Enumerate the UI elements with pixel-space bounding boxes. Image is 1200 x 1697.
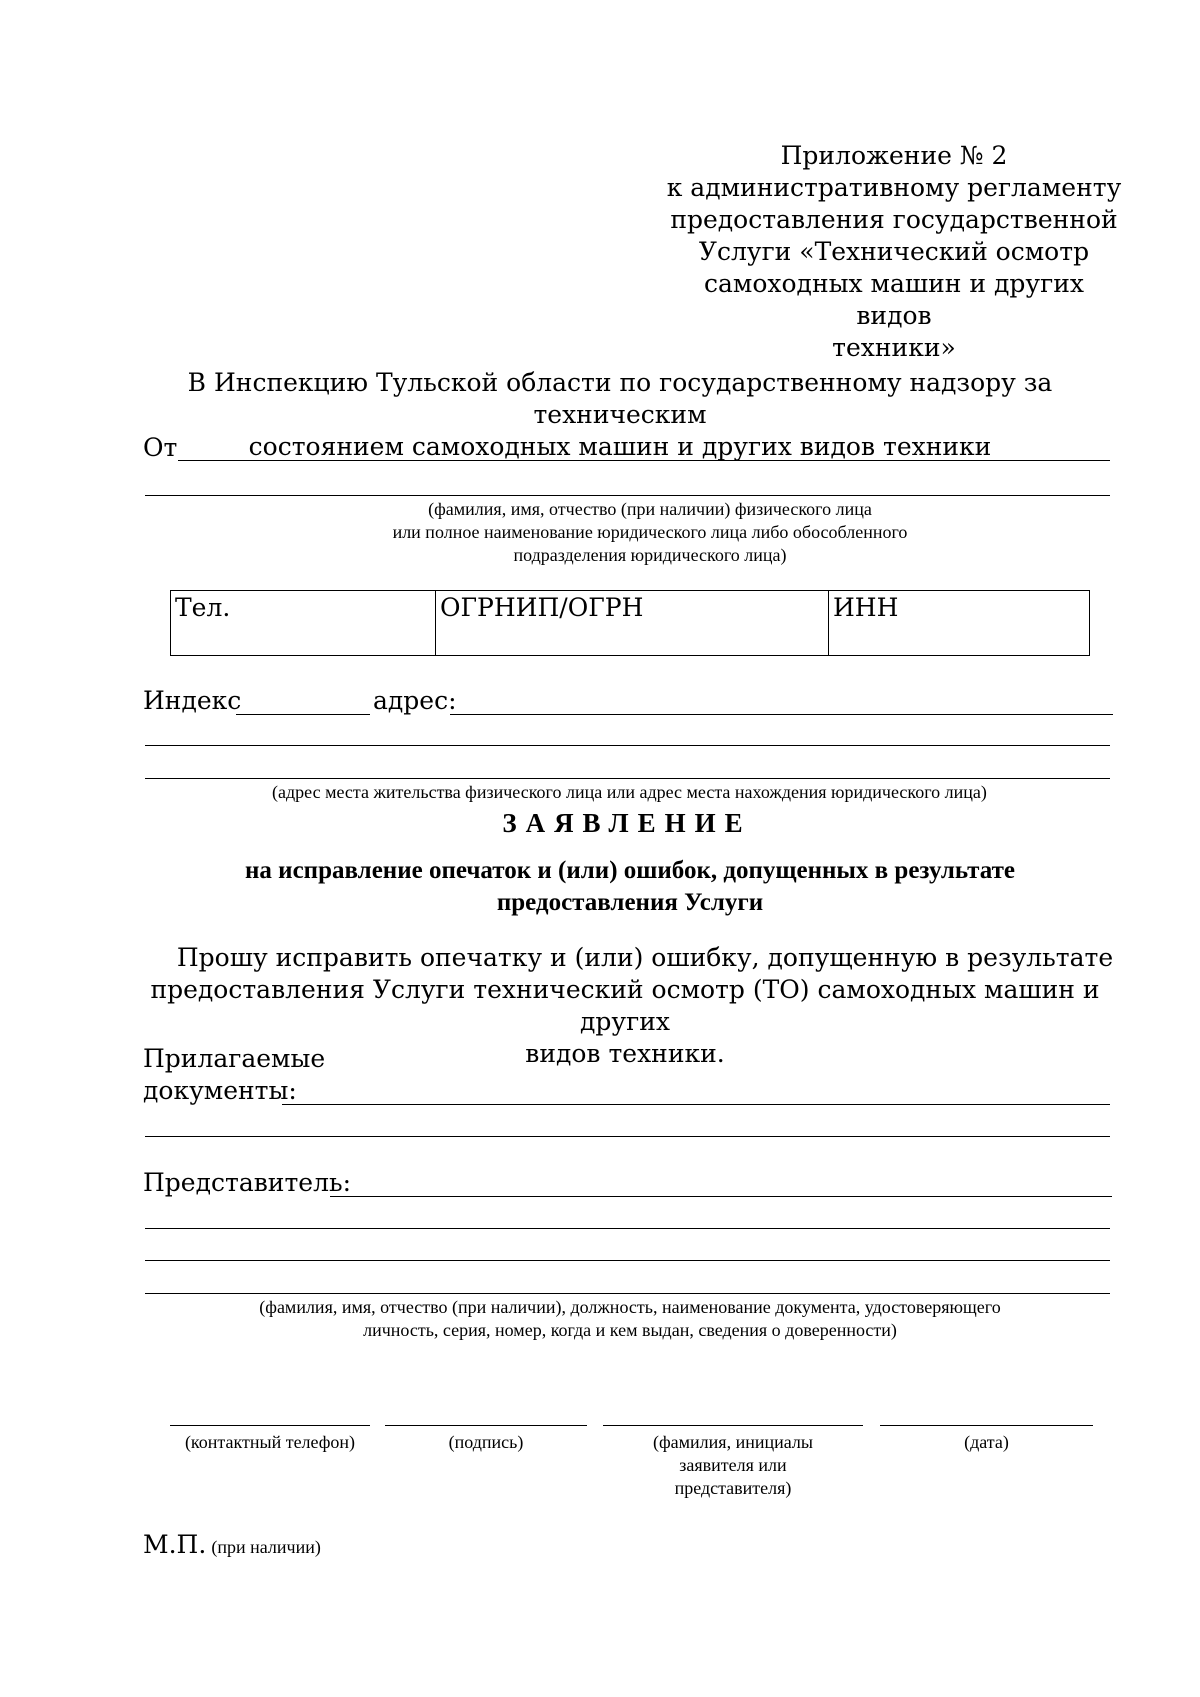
appendix-line: Приложение № 2 (780, 141, 1008, 170)
representative-field-line-4[interactable] (145, 1293, 1110, 1294)
contact-phone-label: (контактный телефон) (184, 1432, 356, 1452)
request-line: предоставления Услуги технический осмотр (ТО) самоходных машин и других (150, 975, 1100, 1036)
stamp-label: М.П. (143, 1530, 207, 1559)
applicant-name-label-line: представителя) (674, 1478, 792, 1498)
stamp-note: (при наличии) (211, 1537, 321, 1557)
appendix-line: самоходных машин и других видов (704, 269, 1084, 330)
representative-field-line-3[interactable] (145, 1260, 1110, 1261)
inn-cell[interactable] (829, 591, 1090, 656)
contacts-table (170, 590, 1090, 656)
date-label: (дата) (964, 1432, 1009, 1452)
index-label: Индекс (143, 686, 242, 715)
inn-label: ИНН (833, 593, 899, 622)
phone-cell[interactable] (171, 591, 436, 656)
representative-hint-line: (фамилия, имя, отчество (при наличии), должность, наименование документа, удостоверяющего (259, 1297, 1001, 1317)
applicant-name-label-line: заявителя или (679, 1455, 787, 1475)
date-line[interactable] (880, 1425, 1093, 1426)
representative-field-line-2[interactable] (145, 1228, 1110, 1229)
appendix-header (664, 140, 1124, 364)
representative-hint (160, 1296, 1100, 1342)
statement-subtitle-line: предоставления Услуги (496, 889, 764, 916)
address-field[interactable] (450, 692, 1113, 715)
representative-field[interactable] (330, 1174, 1112, 1197)
statement-subtitle (150, 855, 1110, 919)
ogrn-cell[interactable] (436, 591, 829, 656)
attachments-label-line2: документы: (143, 1076, 297, 1105)
representative-hint-line: личность, серия, номер, когда и кем выдан, сведения о доверенности) (363, 1320, 897, 1340)
from-field[interactable] (178, 438, 1110, 461)
attachments-label-line1: Прилагаемые (143, 1044, 326, 1073)
from-hint-line: подразделения юридического лица) (513, 545, 787, 565)
statement-subtitle-line: на исправление опечаток и (или) ошибок, допущенных в результате (245, 857, 1015, 884)
attachments-field-line-2[interactable] (145, 1136, 1110, 1137)
ogrn-label: ОГРНИП/ОГРН (440, 593, 644, 622)
address-hint: (адрес места жительства физического лица или адрес места нахождения юридического лица) (272, 782, 987, 802)
applicant-name-line[interactable] (603, 1425, 863, 1426)
applicant-name-label-line: (фамилия, инициалы (653, 1432, 813, 1452)
address-field-line-3[interactable] (145, 778, 1110, 779)
stamp-block (143, 1529, 321, 1561)
representative-label: Представитель: (143, 1168, 352, 1197)
appendix-line: к административному регламенту (666, 173, 1122, 202)
applicant-name-label (603, 1431, 863, 1500)
from-hint-line: или полное наименование юридического лица либо обособленного (392, 522, 908, 542)
appendix-line: предоставления государственной (670, 205, 1118, 234)
addressee-line: В Инспекцию Тульской области по государственному надзору за техническим (187, 368, 1053, 429)
addressee-line: состоянием самоходных машин и других видов техники (248, 432, 992, 461)
from-field-line-2[interactable] (145, 495, 1110, 496)
signature-label: (подпись) (448, 1432, 524, 1452)
contact-phone-line[interactable] (170, 1425, 370, 1426)
address-label: адрес: (373, 686, 457, 715)
request-line: видов техники. (525, 1039, 725, 1068)
address-field-line-2[interactable] (145, 745, 1110, 746)
request-line: Прошу исправить опечатку и (или) ошибку, допущенную в результате (176, 943, 1114, 972)
from-hint (300, 498, 1000, 567)
phone-label: Тел. (175, 593, 231, 622)
signature-line[interactable] (385, 1425, 587, 1426)
from-hint-line: (фамилия, имя, отчество (при наличии) физического лица (428, 499, 872, 519)
appendix-line: Услуги «Технический осмотр (698, 237, 1090, 266)
statement-title: ЗАЯВЛЕНИЕ (502, 808, 752, 838)
index-field[interactable] (236, 692, 370, 715)
appendix-line: техники» (832, 333, 956, 362)
from-label: От (143, 433, 178, 462)
attachments-field[interactable] (282, 1082, 1110, 1105)
